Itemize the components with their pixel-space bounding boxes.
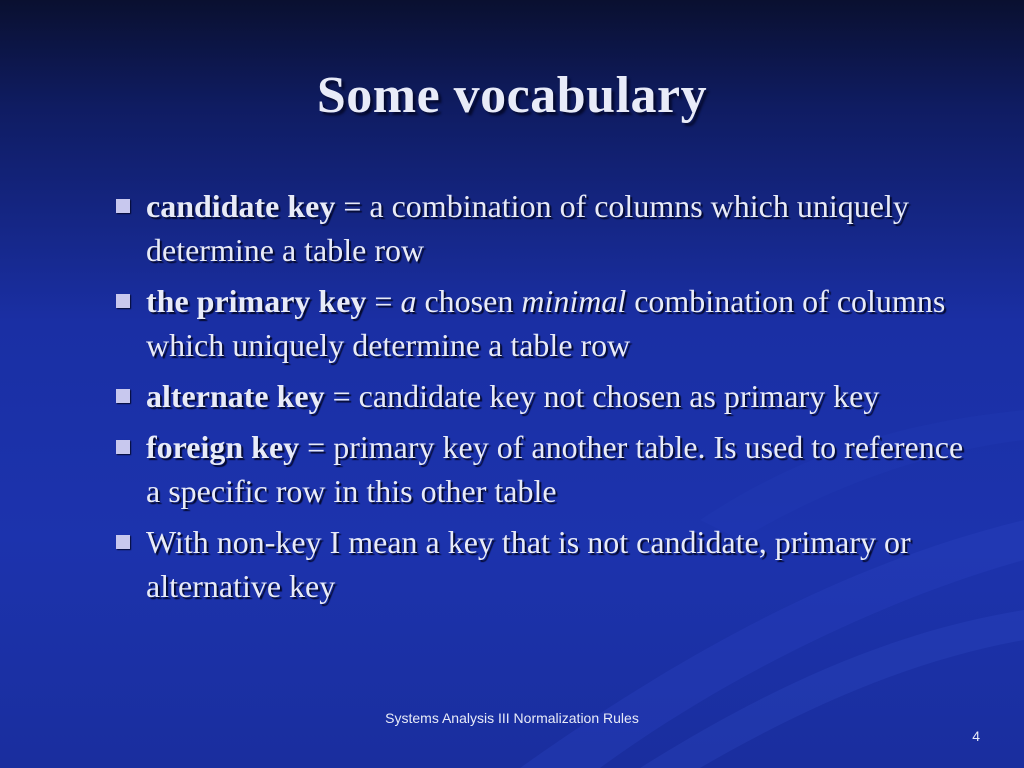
bullet-alternate-key	[112, 374, 972, 418]
bullet-foreign-key	[112, 425, 972, 513]
slide-title: Some vocabulary	[316, 67, 708, 124]
definition-alternate-key: = candidate key not chosen as primary key	[324, 378, 880, 414]
term-primary-key: the primary key	[146, 283, 367, 319]
definition-candidate-key: = a combination of columns which uniquely determine a table row	[146, 188, 909, 268]
term-alternate-key: alternate key	[146, 378, 325, 414]
definition-non-key: With non-key I mean a key that is not candidate, primary or alternative key	[146, 524, 911, 604]
bullet-square-icon	[116, 535, 130, 549]
bullet-square-icon	[116, 199, 130, 213]
definition-primary-key-rest: combination of columns which uniquely determine a table row	[146, 283, 946, 363]
emphasis-a: a	[400, 283, 417, 319]
slide-footer: Systems Analysis III Normalization Rules	[385, 710, 639, 726]
bullet-primary-key	[112, 279, 972, 367]
term-foreign-key: foreign key	[146, 429, 300, 465]
definition-primary-key-equals: =	[366, 283, 401, 319]
bullet-square-icon	[116, 389, 130, 403]
definition-primary-key-chosen: chosen	[416, 283, 522, 319]
bullet-non-key	[112, 520, 972, 608]
definition-foreign-key: = primary key of another table. Is used to reference a specific row in this other table	[146, 429, 964, 509]
bullet-candidate-key	[112, 184, 972, 272]
page-number: 4	[972, 728, 980, 744]
term-candidate-key: candidate key	[146, 188, 336, 224]
bullet-square-icon	[116, 440, 130, 454]
bullet-list	[112, 184, 972, 615]
emphasis-minimal: minimal	[521, 283, 627, 319]
bullet-square-icon	[116, 294, 130, 308]
